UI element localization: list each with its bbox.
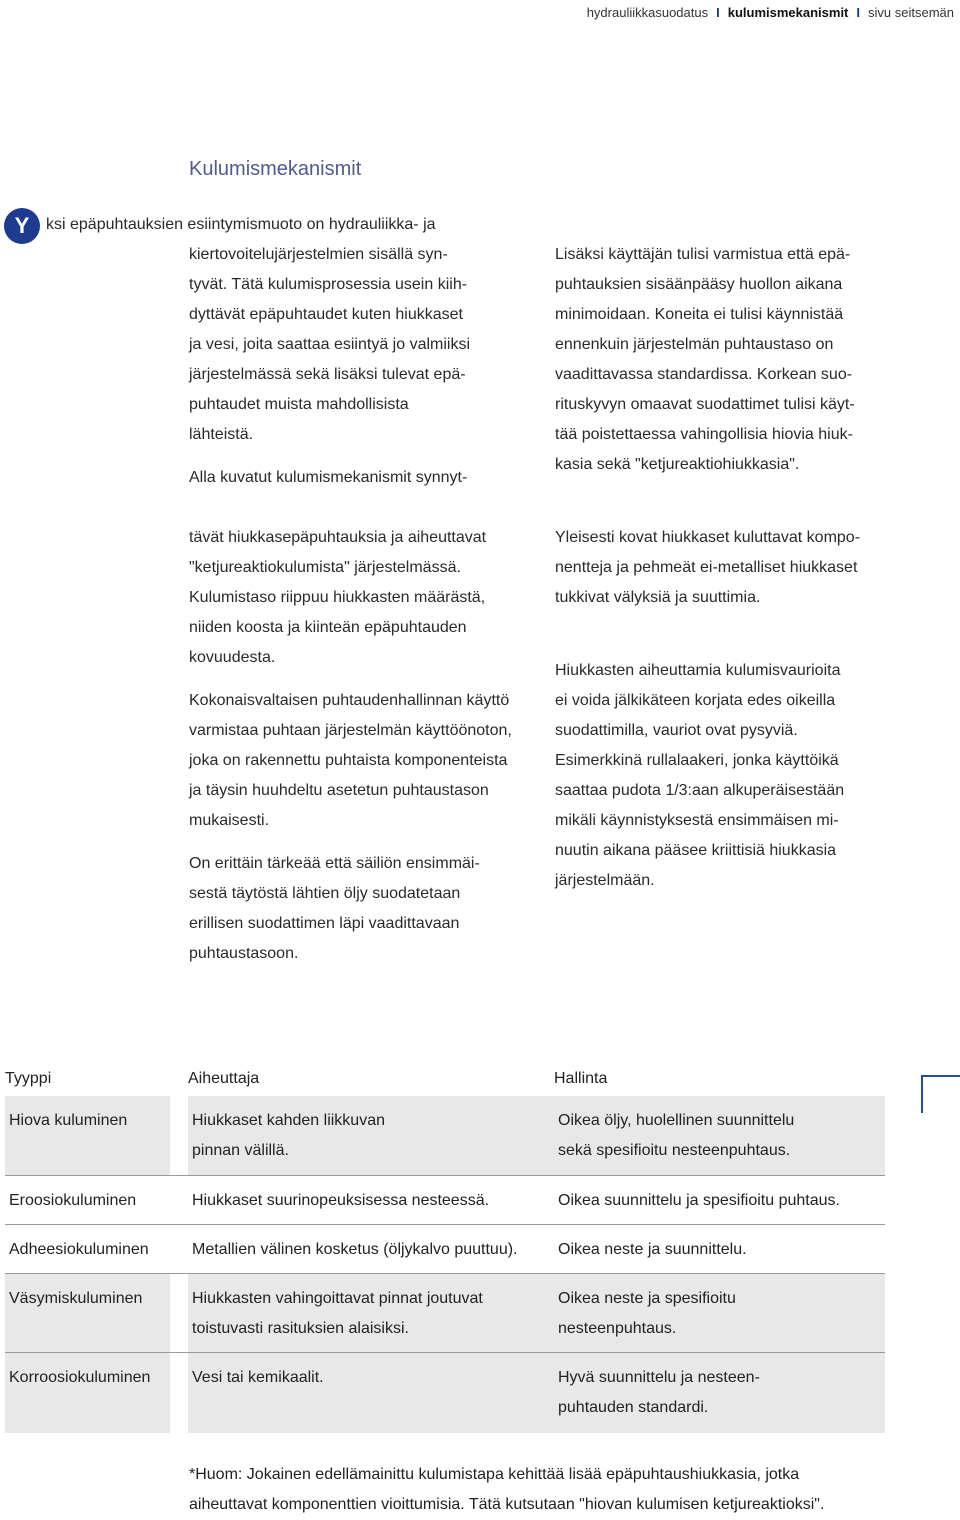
text-line: ei voida jälkikäteen korjata edes oikeilla <box>555 692 836 709</box>
text-line: mikäli käynnistyksestä ensimmäisen mi- <box>555 812 839 829</box>
cell-control <box>554 1274 885 1353</box>
text-line: "ketjureaktiokulumista" järjestelmässä. <box>189 559 461 576</box>
cell-cause <box>188 1225 554 1274</box>
cell-text: Metallien välinen kosketus (öljykalvo puuttuu). <box>192 1241 518 1258</box>
text-line: joka on rakennettu puhtaista komponenteista <box>189 752 508 769</box>
breadcrumb-separator: I <box>856 5 861 20</box>
wear-mechanisms-table <box>5 1070 885 1433</box>
cell-cause <box>188 1096 554 1176</box>
footnote <box>189 1460 824 1520</box>
cell-text: puhtauden standardi. <box>558 1399 709 1416</box>
text-line: suodattimilla, vauriot ovat pysyviä. <box>555 722 798 739</box>
breadcrumb-item[interactable]: hydrauliikkasuodatus <box>586 5 709 20</box>
cell-cause <box>188 1274 554 1353</box>
text-line: kiertovoitelujärjestelmien sisällä syn- <box>189 246 448 263</box>
cell-text: Vesi tai kemikaalit. <box>192 1369 324 1386</box>
cell-type <box>5 1274 170 1353</box>
cell-text: nesteenpuhtaus. <box>558 1320 677 1337</box>
text-line: kasia sekä "ketjureaktiohiukkasia". <box>555 456 800 473</box>
text-line: minimoidaan. Koneita ei tulisi käynnistää <box>555 306 844 323</box>
text-line: sestä täytöstä lähtien öljy suodatetaan <box>189 885 461 902</box>
dropcap: Y <box>4 208 40 244</box>
text-line: niiden koosta ja kiinteän epäpuhtauden <box>189 619 467 636</box>
text-line: nuutin aikana pääsee kriittisiä hiukkasia <box>555 842 837 859</box>
cell-text: Eroosiokuluminen <box>9 1192 137 1209</box>
paragraph-intro-first-line <box>46 210 436 240</box>
text-line: On erittäin tärkeää että säiliön ensimmäi- <box>189 855 480 872</box>
table-row <box>5 1225 885 1274</box>
cell-text: sekä spesifioitu nesteenpuhtaus. <box>558 1142 791 1159</box>
cell-control <box>554 1225 885 1274</box>
text-line: tyvät. Tätä kulumisprosessia usein kiih- <box>189 276 468 293</box>
text-line: Lisäksi käyttäjän tulisi varmistua että epä- <box>555 246 851 263</box>
text-line: nentteja ja pehmeät ei-metalliset hiukkaset <box>555 559 858 576</box>
paragraph-user-responsibility <box>555 240 855 480</box>
cell-text: Hiukkaset suurinopeuksisessa nesteessä. <box>192 1192 490 1209</box>
cell-text: Hiukkasten vahingoittavat pinnat joutuvat <box>192 1290 483 1307</box>
cell-text: Hiukkaset kahden liikkuvan <box>192 1112 385 1129</box>
text-line: Yleisesti kovat hiukkaset kuluttavat kompo- <box>555 529 861 546</box>
paragraph-permanent-damage <box>555 656 844 896</box>
breadcrumb <box>587 5 954 20</box>
text-line: rituskyvyn omaavat suodattimet tulisi käyt- <box>555 396 855 413</box>
cell-control <box>554 1353 885 1433</box>
paragraph-cleanliness-management <box>189 686 512 836</box>
cell-type <box>5 1096 170 1176</box>
text-line: ksi epäpuhtauksien esiintymismuoto on hydrauliikka- ja <box>46 216 436 233</box>
cell-cause <box>188 1353 554 1433</box>
paragraph-mechanisms-start <box>189 463 467 493</box>
text-line: ennenkuin järjestelmän puhtaustaso on <box>555 336 834 353</box>
text-line: tää poistettaessa vahingollisia hiovia hiuk- <box>555 426 853 443</box>
corner-bracket-icon <box>921 1075 960 1113</box>
table-row <box>5 1096 885 1176</box>
text-line: Kulumistaso riippuu hiukkasten määrästä, <box>189 589 486 606</box>
cell-text: Oikea öljy, huolellinen suunnittelu <box>558 1112 795 1129</box>
paragraph-intro <box>189 240 470 450</box>
cell-type <box>5 1353 170 1433</box>
text-line: ja vesi, joita saattaa esiintyä jo valmiiksi <box>189 336 471 353</box>
text-line: Hiukkasten aiheuttamia kulumisvaurioita <box>555 662 841 679</box>
text-line: mukaisesti. <box>189 812 270 829</box>
breadcrumb-item[interactable]: sivu seitsemän <box>868 5 954 20</box>
footnote-line: aiheuttavat komponenttien vioittumisia. Tätä kutsutaan "hiovan kulumisen ketjureaktioksi". <box>189 1496 825 1513</box>
cell-text: Oikea neste ja spesifioitu <box>558 1290 736 1307</box>
text-line: Esimerkkinä rullalaakeri, jonka käyttöikä <box>555 752 839 769</box>
cell-text: Väsymiskuluminen <box>9 1290 143 1307</box>
cell-text: toistuvasti rasituksien alaisiksi. <box>192 1320 409 1337</box>
cell-cause <box>188 1176 554 1225</box>
breadcrumb-separator: I <box>716 5 720 20</box>
text-line: puhtaustasoon. <box>189 945 299 962</box>
table-row <box>5 1274 885 1353</box>
text-line: tukkivat välyksiä ja suuttimia. <box>555 589 761 606</box>
cell-text: pinnan välillä. <box>192 1142 289 1159</box>
text-line: Alla kuvatut kulumismekanismit synnyt- <box>189 469 468 486</box>
column-header-control: Hallinta <box>554 1070 885 1098</box>
text-line: dyttävät epäpuhtaudet kuten hiukkaset <box>189 306 463 323</box>
breadcrumb-item-current[interactable]: kulumismekanismit <box>727 5 849 20</box>
cell-text: Hiova kuluminen <box>9 1112 128 1129</box>
text-line: Kokonaisvaltaisen puhtaudenhallinnan käyttö <box>189 692 510 709</box>
cell-control <box>554 1176 885 1225</box>
text-line: puhtaudet muista mahdollisista <box>189 396 409 413</box>
text-line: erillisen suodattimen läpi vaadittavaan <box>189 915 460 932</box>
text-line: puhtauksien sisäänpääsy huollon aikana <box>555 276 843 293</box>
footnote-line: *Huom: Jokainen edellämainittu kulumistapa kehittää lisää epäpuhtaushiukkasia, jotka <box>189 1466 800 1483</box>
cell-type <box>5 1225 170 1274</box>
text-line: järjestelmässä sekä lisäksi tulevat epä- <box>189 366 466 383</box>
text-line: järjestelmään. <box>555 872 655 889</box>
table-header <box>5 1070 885 1096</box>
cell-type <box>5 1176 170 1225</box>
text-line: varmistaa puhtaan järjestelmän käyttöönoton, <box>189 722 512 739</box>
cell-text: Oikea neste ja suunnittelu. <box>558 1241 747 1258</box>
text-line: saattaa pudota 1/3:aan alkuperäisestään <box>555 782 845 799</box>
paragraph-tank-filtering <box>189 849 480 969</box>
text-line: vaadittavassa standardissa. Korkean suo- <box>555 366 853 383</box>
cell-text: Adheesiokuluminen <box>9 1241 149 1258</box>
column-header-type: Tyyppi <box>5 1070 170 1098</box>
cell-text: Oikea suunnittelu ja spesifioitu puhtaus. <box>558 1192 840 1209</box>
paragraph-chain-reaction <box>189 523 486 673</box>
text-line: kovuudesta. <box>189 649 276 666</box>
cell-control <box>554 1096 885 1176</box>
paragraph-hard-particles <box>555 523 860 613</box>
text-line: ja täysin huuhdeltu asetetun puhtaustason <box>189 782 489 799</box>
table-row <box>5 1353 885 1433</box>
cell-text: Korroosiokuluminen <box>9 1369 151 1386</box>
text-line: lähteistä. <box>189 426 254 443</box>
table-row <box>5 1176 885 1225</box>
page-title: Kulumismekanismit <box>189 158 362 180</box>
column-header-cause: Aiheuttaja <box>188 1070 554 1098</box>
cell-text: Hyvä suunnittelu ja nesteen- <box>558 1369 760 1386</box>
text-line: tävät hiukkasepäpuhtauksia ja aiheuttavat <box>189 529 487 546</box>
